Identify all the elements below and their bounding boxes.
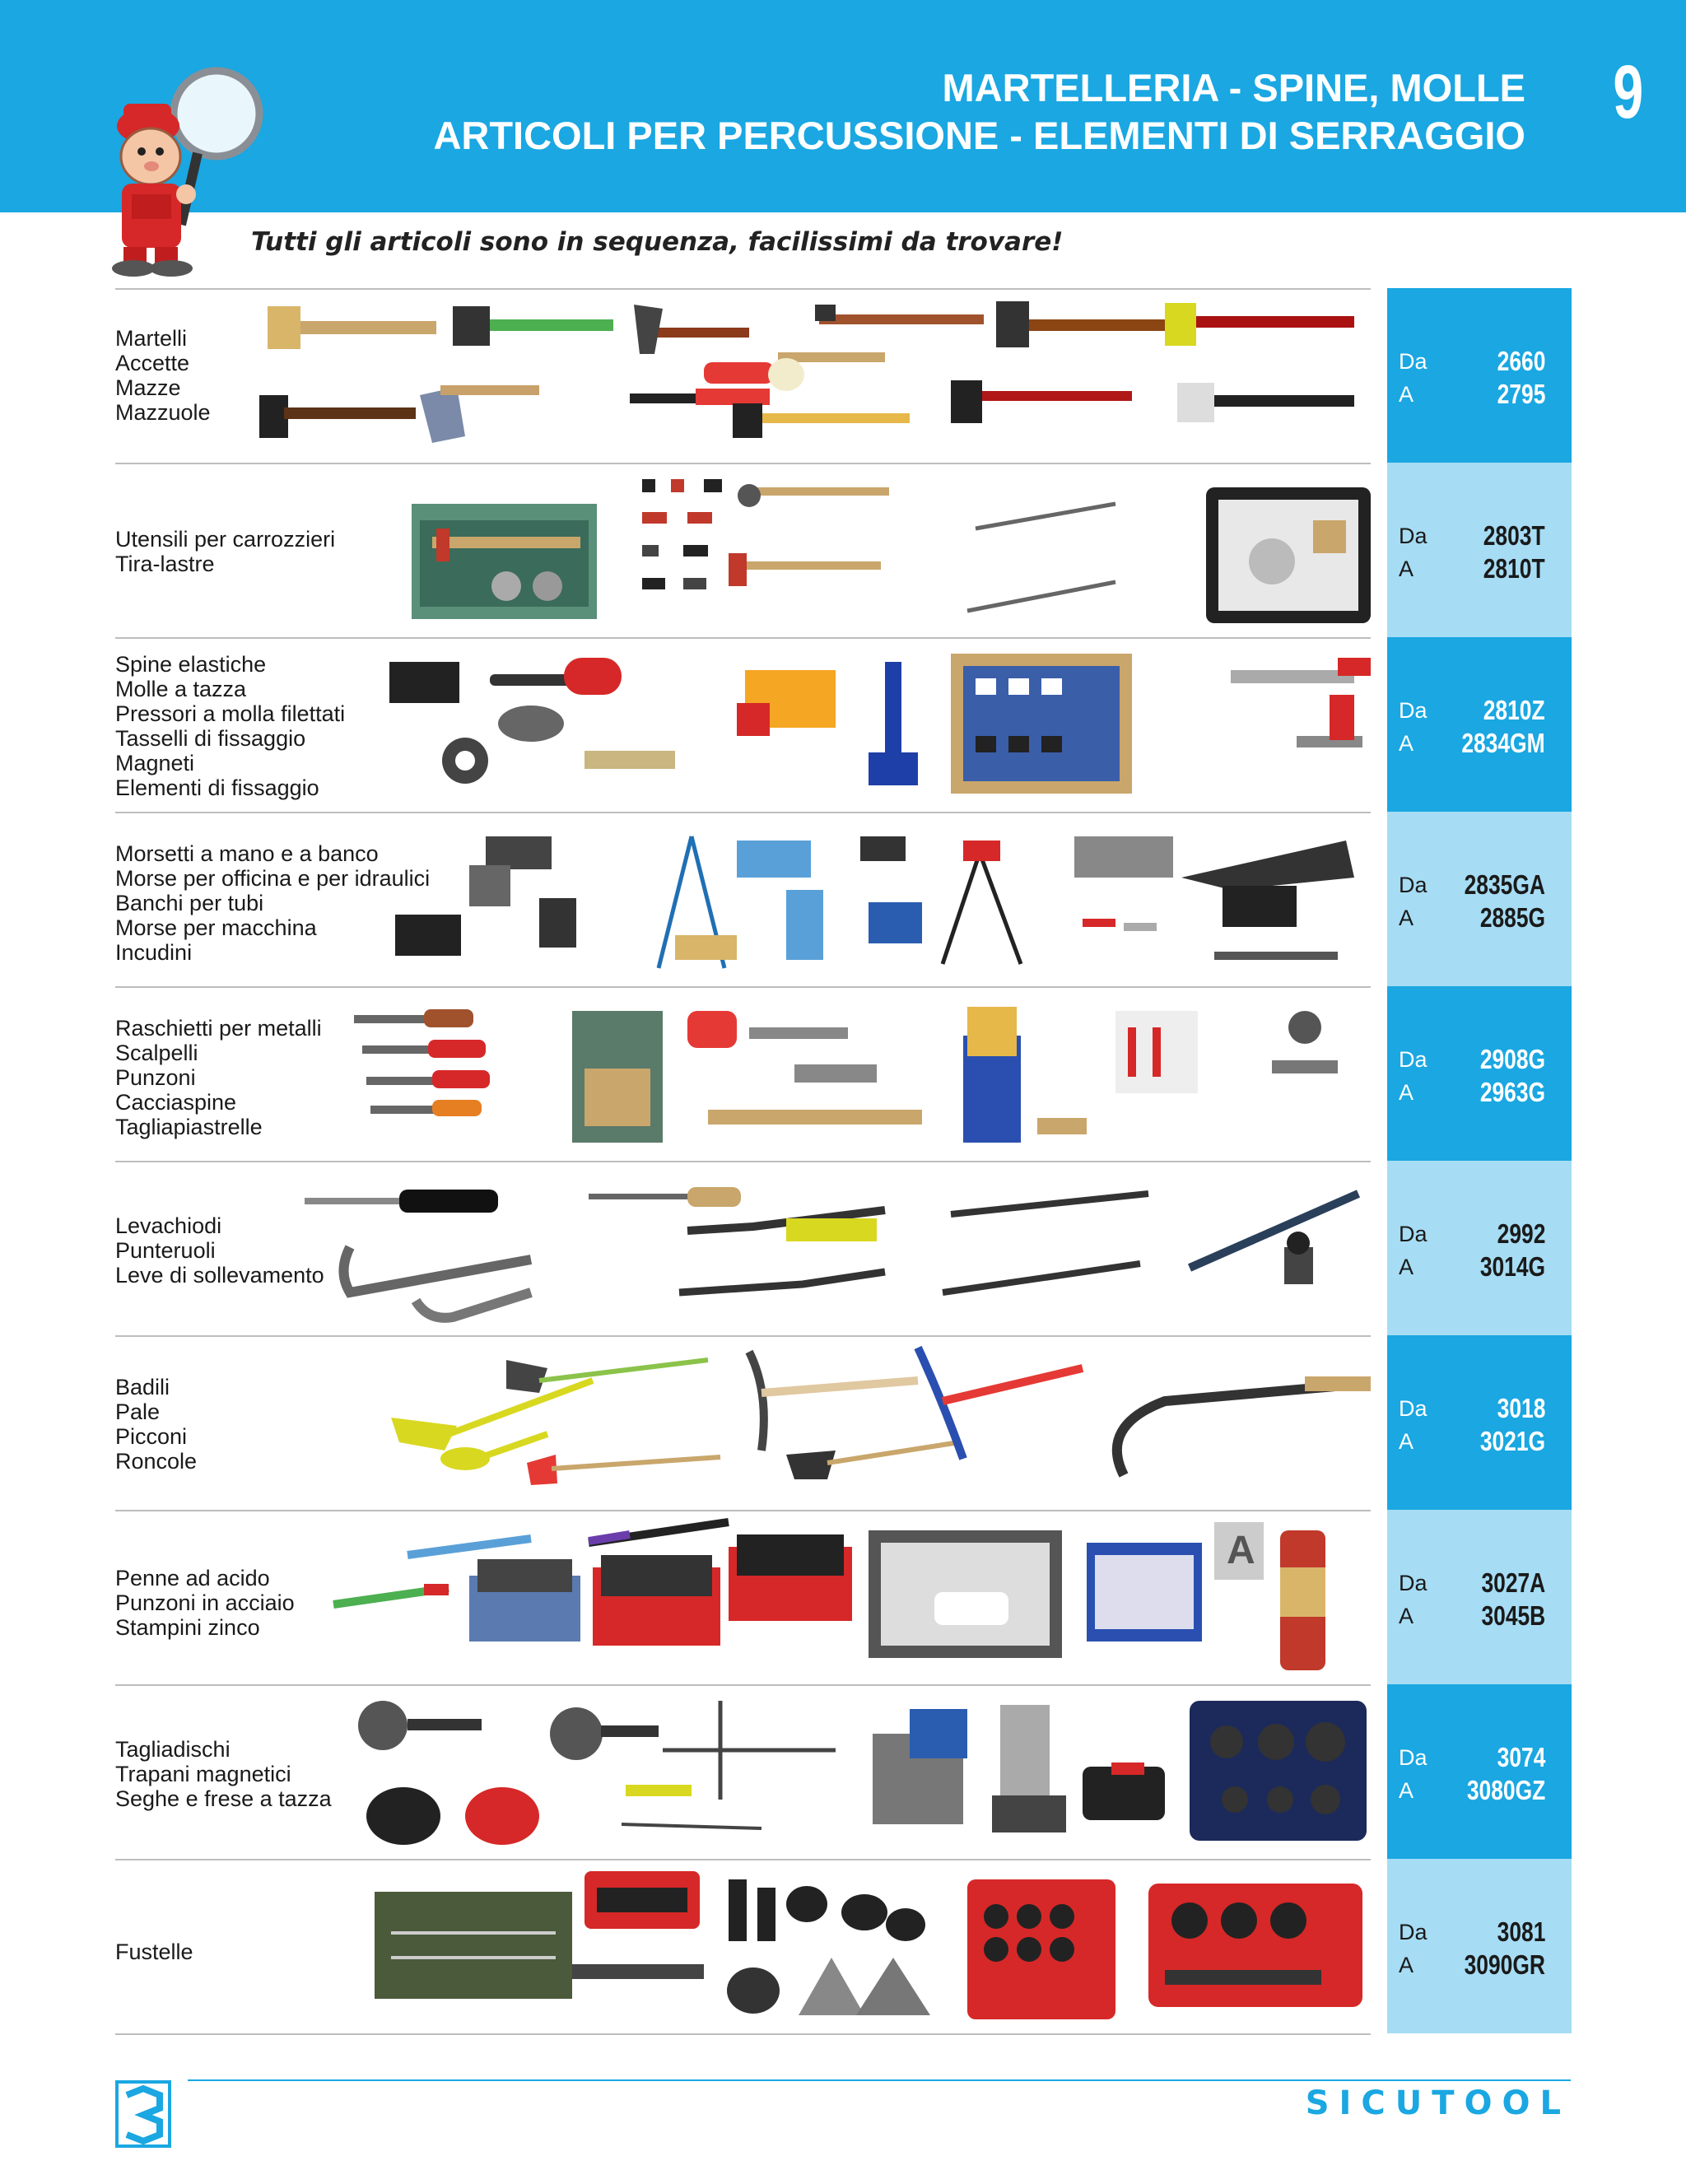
range-to: A 2834GM — [1399, 728, 1545, 758]
code-range-box — [1387, 1335, 1572, 1510]
section-divider — [115, 1510, 1371, 1511]
range-from-code: 3018 — [1497, 1393, 1545, 1423]
section-carrozzieri — [115, 463, 1572, 637]
company-logo-icon — [115, 2080, 171, 2148]
section-labels — [115, 1375, 197, 1474]
category-label: Trapani magnetici — [115, 1762, 291, 1786]
code-range-box — [1387, 1859, 1572, 2033]
range-to: A 3080GZ — [1399, 1775, 1545, 1805]
range-to-code: 3080GZ — [1466, 1775, 1545, 1805]
range-to-code: 2885G — [1479, 902, 1545, 933]
category-label: Badili — [115, 1375, 170, 1399]
crowbars-illustration-icon — [259, 1169, 1494, 1327]
range-from: Da 3018 — [1399, 1393, 1545, 1423]
category-label: Punteruoli — [115, 1238, 216, 1263]
range-from-code: 2908G — [1479, 1044, 1545, 1074]
code-range-box — [1387, 463, 1572, 637]
category-label: Banchi per tubi — [115, 891, 264, 915]
section-levachiodi — [115, 1161, 1572, 1335]
brand-wordmark: SICUTOOL — [1305, 2084, 1571, 2122]
category-label: Mazzuole — [115, 400, 211, 425]
code-range-box — [1387, 637, 1572, 812]
section-martelli — [115, 288, 1572, 463]
section-fustelle — [115, 1859, 1572, 2033]
category-label: Tagliapiastrelle — [115, 1115, 263, 1139]
section-divider — [115, 1684, 1371, 1686]
range-from-code: 2660 — [1497, 346, 1545, 376]
hammers-illustration-icon — [259, 296, 1494, 454]
category-label: Punzoni — [115, 1065, 196, 1090]
category-label: Picconi — [115, 1424, 188, 1449]
category-label: Morsetti a mano e a banco — [115, 841, 379, 866]
shovels-picks-illustration-icon — [259, 1343, 1494, 1502]
category-label: Roncole — [115, 1449, 198, 1474]
hollow-punches-illustration-icon — [259, 1867, 1494, 2025]
range-from-code: 2810Z — [1483, 695, 1545, 725]
category-label: Cacciaspine — [115, 1090, 237, 1115]
category-label: Incudini — [115, 940, 193, 965]
section-divider — [115, 288, 1371, 290]
category-label: Leve di sollevamento — [115, 1263, 324, 1288]
range-from: Da 2810Z — [1399, 695, 1545, 725]
category-label: Spine elastiche — [115, 652, 267, 677]
title-line-2: ARTICOLI PER PERCUSSIONE - ELEMENTI DI SERRAGGIO — [433, 114, 1525, 157]
code-range-box — [1387, 1161, 1572, 1335]
category-label: Punzoni in acciaio — [115, 1590, 295, 1615]
range-from-code: 3074 — [1497, 1742, 1545, 1772]
category-label: Pale — [115, 1399, 161, 1424]
section-divider — [115, 812, 1371, 813]
range-from-code: 3081 — [1497, 1916, 1545, 1947]
range-from: Da 3027A — [1399, 1567, 1545, 1598]
chisels-punches-illustration-icon — [259, 994, 1494, 1153]
range-to-code: 3014G — [1479, 1251, 1545, 1282]
title-line-1: MARTELLERIA - SPINE, MOLLE — [942, 66, 1525, 109]
range-to: A 3045B — [1399, 1600, 1545, 1631]
range-from: Da 3081 — [1399, 1916, 1545, 1947]
svg-text:A: A — [1227, 1529, 1255, 1572]
range-to: A 2885G — [1399, 902, 1545, 933]
category-label: Raschietti per metalli — [115, 1016, 322, 1041]
range-to-code: 3045B — [1481, 1600, 1545, 1631]
category-label: Penne ad acido — [115, 1566, 270, 1590]
category-label: Tagliadischi — [115, 1737, 231, 1762]
category-label: Accette — [115, 351, 190, 375]
range-to-code: 2963G — [1479, 1077, 1545, 1107]
category-label: Martelli — [115, 326, 188, 351]
category-label: Scalpelli — [115, 1041, 198, 1065]
range-from: Da 3074 — [1399, 1742, 1545, 1772]
code-range-box — [1387, 986, 1572, 1161]
section-tagliadischi — [115, 1684, 1572, 1859]
range-from: Da 2908G — [1399, 1044, 1545, 1074]
code-range-box — [1387, 1684, 1572, 1859]
range-from-code: 2835GA — [1464, 869, 1545, 900]
range-from-code: 3027A — [1481, 1567, 1545, 1598]
pins-magnets-illustration-icon — [259, 645, 1494, 803]
tagline: Tutti gli articoli sono in sequenza, facilissimi da trovare! — [251, 227, 1064, 257]
bodywork-tools-illustration-icon — [259, 471, 1494, 629]
category-label: Morse per macchina — [115, 915, 317, 940]
section-labels — [115, 1940, 193, 1964]
category-label: Morse per officina e per idraulici — [115, 866, 431, 891]
code-range-box — [1387, 288, 1572, 463]
category-label: Elementi di fissaggio — [115, 775, 319, 800]
section-divider — [115, 1859, 1371, 1860]
category-label: Molle a tazza — [115, 677, 247, 701]
range-to-code: 3021G — [1479, 1426, 1545, 1456]
category-label: Fustelle — [115, 1940, 193, 1964]
footer-divider — [188, 2079, 1571, 2081]
stamps-pens-illustration-icon — [259, 1518, 1494, 1676]
section-penne — [115, 1510, 1572, 1684]
section-raschietti — [115, 986, 1572, 1161]
category-label: Pressori a molla filettati — [115, 701, 346, 726]
range-to: A 3014G — [1399, 1251, 1545, 1282]
range-to-code: 2810T — [1483, 553, 1545, 584]
range-to: A 3021G — [1399, 1426, 1545, 1456]
section-divider — [115, 1161, 1371, 1162]
range-to-code: 3090GR — [1464, 1949, 1545, 1980]
range-from-code: 2992 — [1497, 1218, 1545, 1249]
range-to: A 2963G — [1399, 1077, 1545, 1107]
vises-anvils-illustration-icon — [259, 820, 1494, 978]
code-range-box — [1387, 812, 1572, 986]
category-label: Mazze — [115, 375, 181, 400]
page-title — [433, 64, 1525, 160]
section-divider — [115, 986, 1371, 988]
section-divider — [115, 1335, 1371, 1337]
range-to-code: 2834GM — [1461, 728, 1545, 758]
category-label: Utensili per carrozzieri — [115, 527, 336, 552]
range-from: Da 2660 — [1399, 346, 1545, 376]
range-from-code: 2803T — [1483, 520, 1545, 551]
code-range-box — [1387, 1510, 1572, 1684]
category-label: Tasselli di fissaggio — [115, 726, 306, 751]
range-to-code: 2795 — [1497, 379, 1545, 409]
section-labels — [115, 326, 211, 425]
section-badili — [115, 1335, 1572, 1510]
range-to: A 2810T — [1399, 553, 1545, 584]
section-divider — [115, 463, 1371, 464]
category-label: Tira-lastre — [115, 552, 215, 576]
category-label: Seghe e frese a tazza — [115, 1786, 332, 1811]
range-to: A 3090GR — [1399, 1949, 1545, 1980]
range-from: Da 2992 — [1399, 1218, 1545, 1249]
category-label: Magneti — [115, 751, 195, 775]
section-divider — [115, 2033, 1371, 2035]
section-morse — [115, 812, 1572, 986]
category-label: Stampini zinco — [115, 1615, 260, 1640]
hole-saws-drills-illustration-icon — [259, 1693, 1494, 1851]
section-divider — [115, 637, 1371, 639]
range-from: Da 2803T — [1399, 520, 1545, 551]
category-label: Levachiodi — [115, 1213, 222, 1238]
mascot-magnifier-icon — [105, 56, 274, 278]
range-from: Da 2835GA — [1399, 869, 1545, 900]
section-spine-molle — [115, 637, 1572, 812]
chapter-number: 9 — [1613, 50, 1643, 134]
range-to: A 2795 — [1399, 379, 1545, 409]
